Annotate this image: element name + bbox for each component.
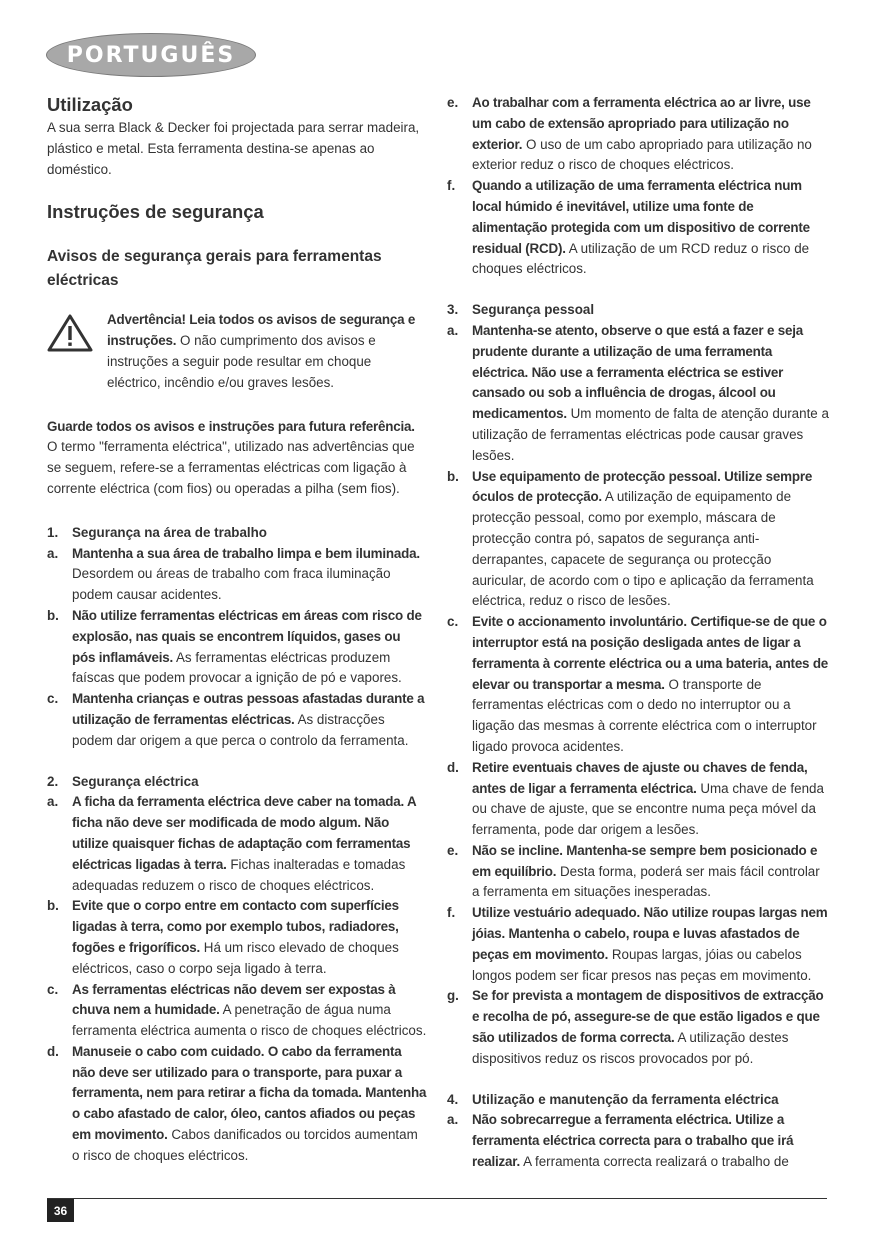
- list-item: b. Evite que o corpo entre em contacto com superfícies ligadas à terra, como por exemplo tubos, radiadores, fogões e frigoríficos. Há um risco elevado de choques eléctricos, caso o corpo seja ligado à terra.: [47, 898, 399, 976]
- list-item: f. Utilize vestuário adequado. Não utilize roupas largas nem jóias. Mantenha o cabelo, roupa e luvas afastados de peças em movimento. Roupas largas, jóias ou cabelos longos podem ser ficar presos nas peças em movimento.: [447, 905, 828, 983]
- list-item: c. Mantenha crianças e outras pessoas afastadas durante a utilização de ferramentas eléctricas. As distracções podem dar origem a que perca o controlo da ferramenta.: [47, 691, 425, 748]
- warning-text: O não cumprimento dos avisos e instruções a seguir pode resultar em choque eléctrico, incêndio e/ou graves lesões.: [107, 333, 376, 390]
- list-item: a. Não sobrecarregue a ferramenta eléctrica. Utilize a ferramenta eléctrica correcta para o trabalho que irá realizar. A ferramenta correcta realizará o trabalho de: [447, 1112, 794, 1170]
- footer-rule: [47, 1198, 827, 1199]
- section-2-continued-list: [447, 93, 829, 280]
- list-item: e. Ao trabalhar com a ferramenta eléctrica ao ar livre, use um cabo de extensão apropriado para utilização no exterior. O uso de um cabo apropriado para utilização no exterior reduz o risco de choques eléctricos.: [447, 95, 812, 173]
- section-1-heading: 1. Segurança na área de trabalho: [47, 524, 267, 540]
- section-3-list: [447, 321, 829, 1070]
- section-4-heading: 4. Utilização e manutenção da ferramenta eléctrica: [447, 1091, 779, 1107]
- list-item: d. Manuseie o cabo com cuidado. O cabo da ferramenta não deve ser utilizado para o transporte, para puxar a ferramenta, nem para retirar a ficha da tomada. Mantenha o cabo afastado de calor, óleo, cantos afiados ou peças em movimento. Cabos danificados ou torcidos aumentam o risco de choques eléctricos.: [47, 1043, 427, 1163]
- use-text: A sua serra Black & Decker foi projectada para serrar madeira, plástico e metal. Esta ferramenta destina-se apenas ao doméstico.: [47, 120, 420, 177]
- list-item: a. Mantenha-se atento, observe o que está a fazer e seja prudente durante a utilização de uma ferramenta eléctrica. Não use a ferramenta eléctrica se estiver cansado ou sob a influência de drogas, álcool ou medicamentos. Um momento de falta de atenção durante a utilização de ferramentas eléctricas pode causar graves lesões.: [447, 322, 829, 463]
- list-item: c. As ferramentas eléctricas não devem ser expostas à chuva nem a humidade. A penetração de água numa ferramenta eléctrica aumenta o risco de choques eléctricos.: [47, 981, 427, 1039]
- warning-bold: Advertência! Leia todos os avisos de segurança e instruções.: [107, 312, 416, 349]
- section-1-list: [47, 544, 427, 752]
- page-number: 36: [47, 1199, 74, 1222]
- warning-block: [47, 310, 427, 393]
- list-item: f. Quando a utilização de uma ferramenta eléctrica num local húmido é inevitável, utilize uma fonte de alimentação protegida com um dispositivo de corrente residual (RCD). A utilização de um RCD reduz o risco de choques eléctricos.: [447, 178, 810, 277]
- section-3-heading: 3. Segurança pessoal: [447, 302, 595, 318]
- list-item: a. A ficha da ferramenta eléctrica deve caber na tomada. A ficha não deve ser modificada de modo algum. Não utilize quaisquer fichas de adaptação com ferramentas eléctricas ligadas à terra. Fichas inalteradas e tomadas adequadas reduzem o risco de choques eléctricos.: [47, 794, 416, 893]
- left-column: [47, 93, 427, 1167]
- keep-instructions-text: O termo "ferramenta eléctrica", utilizado nas advertências que se seguem, refere-se a ferramentas eléctricas com ligação à corrente eléctrica (com fios) ou operadas a pilha (sem fios).: [47, 439, 415, 496]
- list-item: b. Não utilize ferramentas eléctricas em áreas com risco de explosão, nas quais se encontrem líquidos, gases ou pós inflamáveis. As ferramentas eléctricas produzem faíscas que podem provocar a ignição de pó e vapores.: [47, 607, 422, 686]
- safety-heading: Instruções de segurança: [47, 201, 264, 223]
- language-badge: PORTUGUÊS: [46, 33, 256, 77]
- section-4-list: [447, 1110, 829, 1172]
- list-item: g. Se for prevista a montagem de dispositivos de extracção e recolha de pó, assegure-se de que estão ligados e que são utilizados de forma correcta. A utilização destes dispositivos reduz os riscos provocados por pó.: [447, 988, 824, 1066]
- list-item: d. Retire eventuais chaves de ajuste ou chaves de fenda, antes de ligar a ferramenta eléctrica. Uma chave de fenda ou chave de ajuste, que se encontre numa peça móvel da ferramenta, pode dar origem a lesões.: [447, 759, 824, 838]
- list-item: c. Evite o accionamento involuntário. Certifique-se de que o interruptor está na posição desligada antes de ligar a ferramenta à corrente eléctrica ou a uma bateria, antes de elevar ou transportar a mesma. O transporte de ferramentas eléctricas com o dedo no interruptor ou a ligação das mesmas à corrente eléctrica com o interruptor ligado provoca acidentes.: [447, 614, 829, 754]
- list-item: b. Use equipamento de protecção pessoal. Utilize sempre óculos de protecção. A utilização de equipamento de protecção pessoal, como por exemplo, máscara de protecção contra pó, sapatos de segurança anti-derrapantes, capacete de segurança ou protecção auricular, de acordo com o tipo e aplicação da ferramenta eléctrica, reduz o risco de lesões.: [447, 468, 814, 609]
- list-item: e. Não se incline. Mantenha-se sempre bem posicionado e em equilíbrio. Desta forma, poderá ser mais fácil controlar a ferramenta em situações inesperadas.: [447, 842, 820, 900]
- list-item: a. Mantenha a sua área de trabalho limpa e bem iluminada. Desordem ou áreas de trabalho com fraca iluminação podem causar acidentes.: [47, 545, 420, 603]
- warning-triangle-icon: [47, 310, 97, 393]
- section-2-heading: 2. Segurança eléctrica: [47, 773, 199, 789]
- keep-instructions-bold: Guarde todos os avisos e instruções para futura referência.: [47, 418, 415, 434]
- section-2-list: [47, 792, 427, 1166]
- right-column: [447, 93, 829, 1173]
- use-heading: Utilização: [47, 94, 133, 115]
- general-warnings-heading: Avisos de segurança gerais para ferramentas eléctricas: [47, 248, 382, 290]
